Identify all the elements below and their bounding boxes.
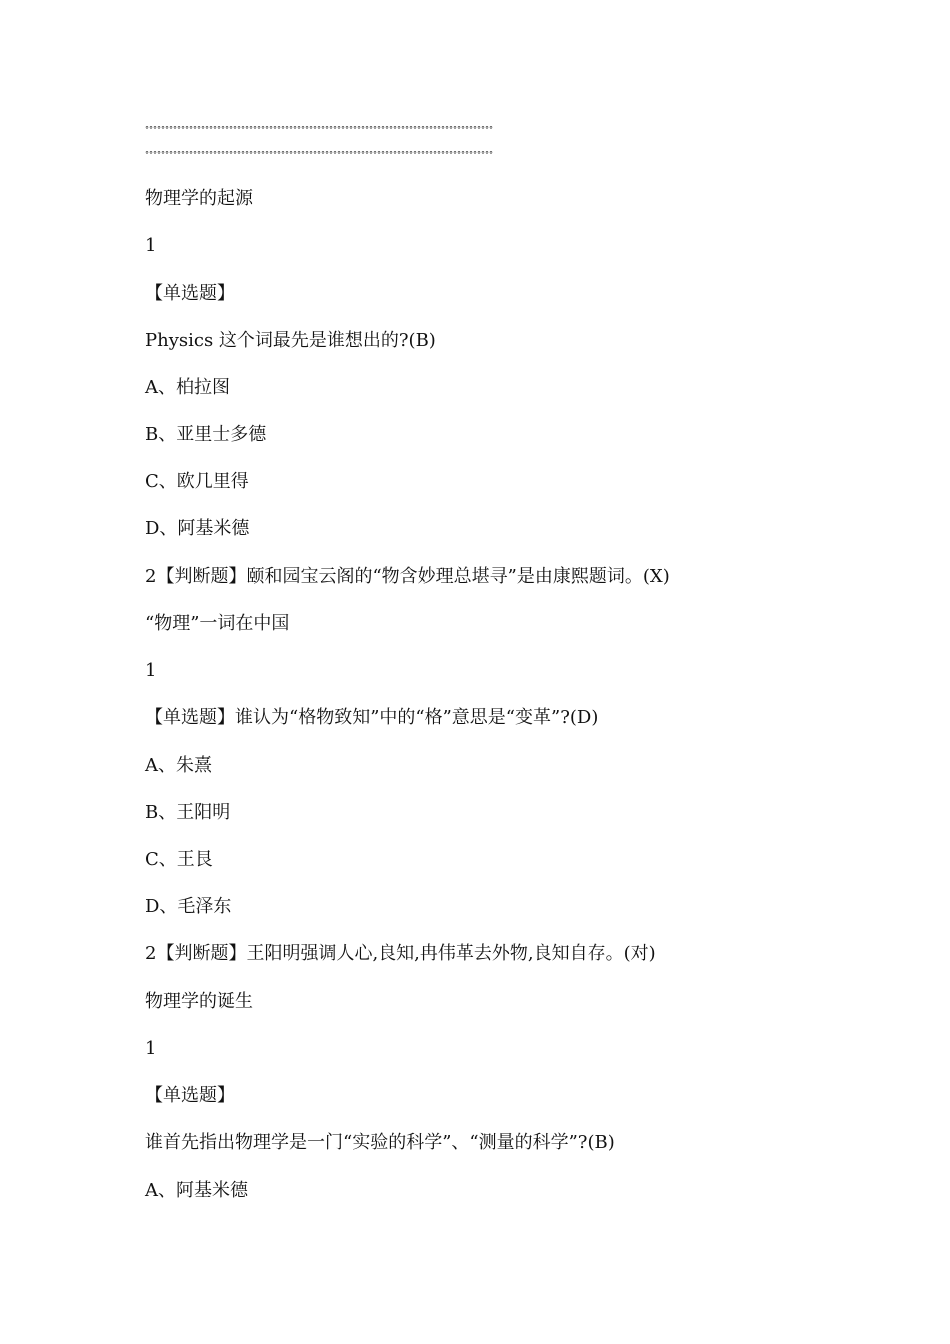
question-number: 1 (145, 235, 157, 256)
question-type: 【单选题】 (145, 1085, 235, 1106)
section-heading: 物理学的起源 (145, 188, 253, 209)
answer-option: A、阿基米德 (145, 1180, 248, 1201)
question-text: Physics 这个词最先是谁想出的?(B) (145, 330, 436, 351)
section-heading: 物理学的诞生 (145, 991, 253, 1012)
answer-option: A、朱熹 (145, 755, 212, 776)
dotted-rule-bottom: °°°°°°°°°°°°°°°°°°°°°°°°°°°°°°°°°°°°°°°°°°°°°°°°°°°°°°°°°°°°°°°°°°°°°°°°°°°°°°°°°°°°°°° (145, 151, 493, 159)
dotted-rule-top: °°°°°°°°°°°°°°°°°°°°°°°°°°°°°°°°°°°°°°°°°°°°°°°°°°°°°°°°°°°°°°°°°°°°°°°°°°°°°°°°°°°°°°° (145, 126, 493, 134)
question-number: 1 (145, 660, 157, 681)
question-text: 谁首先指出物理学是一门“实验的科学”、“测量的科学”?(B) (145, 1132, 615, 1153)
question-type: 【单选题】 (145, 283, 235, 304)
answer-option: B、亚里士多德 (145, 424, 267, 445)
judgment-question: 2【判断题】颐和园宝云阁的“物含妙理总堪寻”是由康熙题词。(X) (145, 566, 670, 587)
answer-option: C、欧几里得 (145, 471, 249, 492)
question-text: 【单选题】谁认为“格物致知”中的“格”意思是“变革”?(D) (145, 707, 599, 728)
question-number: 1 (145, 1038, 157, 1059)
answer-option: C、王艮 (145, 849, 213, 870)
answer-option: D、毛泽东 (145, 896, 232, 917)
answer-option: D、阿基米德 (145, 518, 250, 539)
judgment-question: 2【判断题】王阳明强调人心,良知,冉伟革去外物,良知自存。(对) (145, 943, 656, 964)
answer-option: A、柏拉图 (145, 377, 230, 398)
answer-option: B、王阳明 (145, 802, 231, 823)
section-heading: “物理”一词在中国 (145, 613, 290, 634)
